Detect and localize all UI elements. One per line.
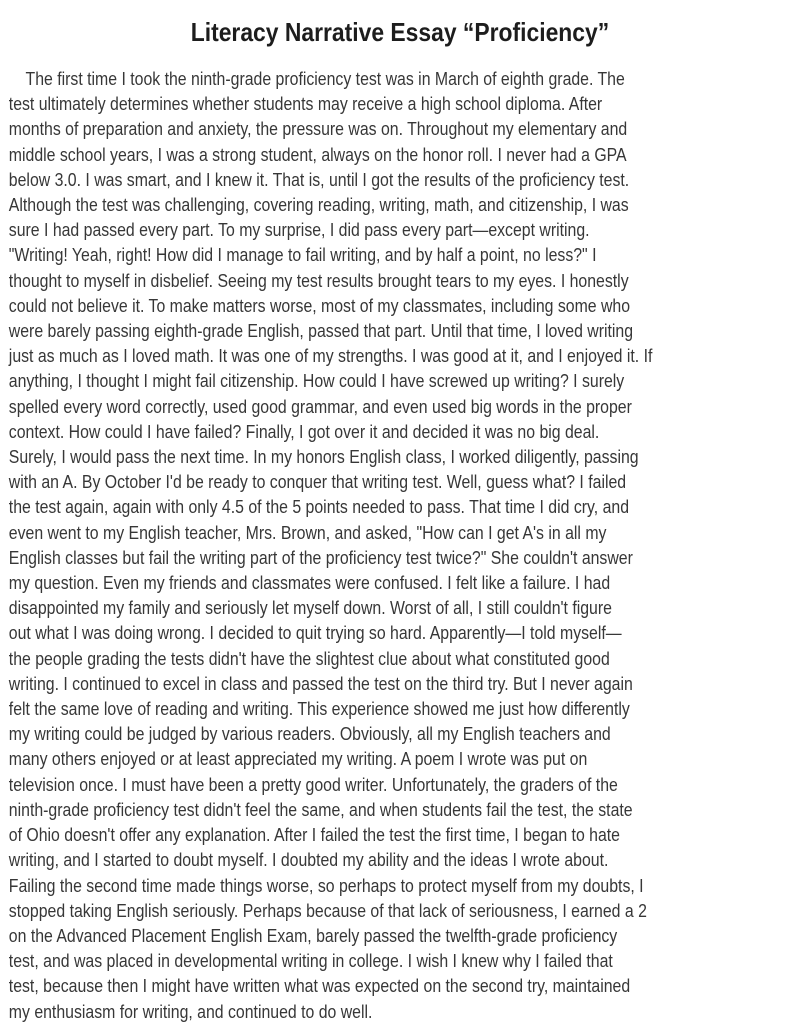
essay-line: writing. I continued to excel in class and passed the test on the third try. But I never again [8,673,633,694]
essay-line: test, because then I might have written what was expected on the second try, maintained [8,976,631,997]
essay-line: months of preparation and anxiety, the pressure was on. Throughout my elementary and [8,119,628,140]
essay-line: anything, I thought I might fail citizenship. How could I have screwed up writing? I surely [8,371,625,392]
essay-line: disappointed my family and seriously let myself down. Worst of all, I still couldn't figure [8,598,612,619]
essay-line: just as much as I loved math. It was one of my strengths. I was good at it, and I enjoyed it. If [8,346,653,367]
essay-line: Surely, I would pass the next time. In my honors English class, I worked diligently, passing [8,447,639,468]
essay-line: test, and was placed in developmental writing in college. I wish I knew why I failed that [8,951,613,972]
essay-line: out what I was doing wrong. I decided to quit trying so hard. Apparently—I told myself— [8,623,622,644]
essay-body [9,67,791,1025]
essay-line: could not believe it. To make matters worse, most of my classmates, including some who [8,295,631,316]
essay-line: The first time I took the ninth-grade proficiency test was in March of eighth grade. The [25,69,625,89]
essay-line: my writing could be judged by various readers. Obviously, all my English teachers and [8,724,611,745]
essay-line: felt the same love of reading and writing. This experience showed me just how differently [8,699,630,720]
essay-line: on the Advanced Placement English Exam, barely passed the twelfth-grade proficiency [8,925,618,946]
essay-line: spelled every word correctly, used good grammar, and even used big words in the proper [8,396,632,417]
essay-line: stopped taking English seriously. Perhaps because of that lack of seriousness, I earned a 2 [8,900,647,921]
essay-line: the people grading the tests didn't have the slightest clue about what constituted good [8,648,610,669]
essay-line: Although the test was challenging, covering reading, writing, math, and citizenship, I was [8,195,629,216]
essay-line: English classes but fail the writing part of the proficiency test twice?" She couldn't answer [8,547,633,568]
essay-line: my enthusiasm for writing, and continued to do well. [8,1001,373,1022]
essay-line: "Writing! Yeah, right! How did I manage to fail writing, and by half a point, no less?" I [8,245,597,266]
essay-line: with an A. By October I'd be ready to conquer that writing test. Well, guess what? I failed [8,472,627,493]
essay-line: context. How could I have failed? Finally, I got over it and decided it was no big deal. [8,421,600,442]
essay-line: were barely passing eighth-grade English, passed that part. Until that time, I loved writing [8,321,634,342]
essay-line: test ultimately determines whether students may receive a high school diploma. After [8,94,603,115]
essay-line: below 3.0. I was smart, and I knew it. That is, until I got the results of the proficiency test. [8,169,630,190]
essay-line: the test again, again with only 4.5 of the 5 points needed to pass. That time I did cry, and [8,497,630,518]
essay-line: of Ohio doesn't offer any explanation. After I failed the test the first time, I began to hate [8,825,620,846]
essay-line: writing, and I started to doubt myself. I doubted my ability and the ideas I wrote about. [8,850,609,871]
essay-line: ninth-grade proficiency test didn't feel the same, and when students fail the test, the state [8,799,633,820]
essay-title: Literacy Narrative Essay “Proficiency” [190,17,610,47]
essay-line: my question. Even my friends and classmates were confused. I felt like a failure. I had [8,573,611,594]
essay-line: even went to my English teacher, Mrs. Brown, and asked, "How can I get A's in all my [8,522,607,543]
essay-line: television once. I must have been a pretty good writer. Unfortunately, the graders of the [8,774,618,795]
essay-line: middle school years, I was a strong student, always on the honor roll. I never had a GPA [8,144,627,165]
essay-line: many others enjoyed or at least appreciated my writing. A poem I wrote was put on [8,749,588,770]
essay-line: Failing the second time made things worse, so perhaps to protect myself from my doubts, I [8,875,644,896]
essay-line: sure I had passed every part. To my surprise, I did pass every part—except writing. [8,220,590,241]
essay-line: thought to myself in disbelief. Seeing my test results brought tears to my eyes. I honestly [8,270,629,291]
